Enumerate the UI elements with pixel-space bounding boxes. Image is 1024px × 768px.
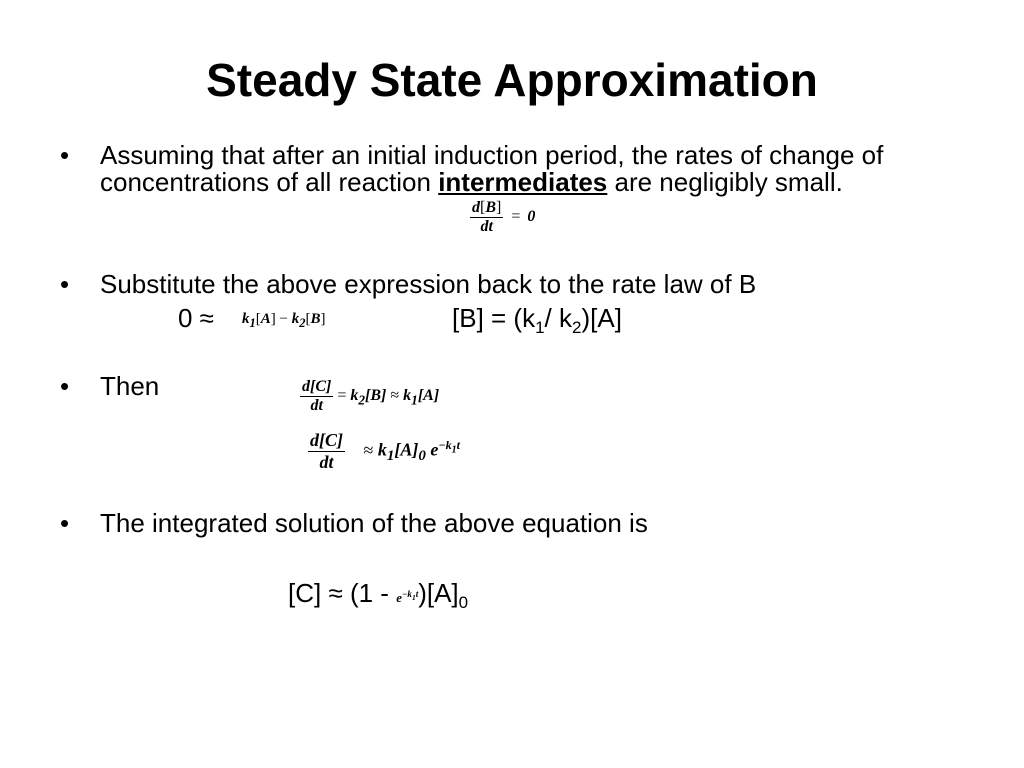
fraction-denominator: dt [310, 397, 323, 414]
bullet-1-line-2 [100, 168, 843, 196]
bullet-marker: • [60, 508, 70, 538]
equation-rate-c-exponential: $\frac{d[C]}{dt}$ ≈ $k_1[A]_0$ $e^{-k_1t}$ [310, 430, 461, 472]
fraction-dC-dt [300, 378, 333, 415]
bullet-1-suffix: are negligibly small. [607, 167, 843, 197]
fraction-dC-dt [308, 430, 345, 473]
bullet-4-text: The integrated solution of the above equation is [100, 508, 648, 538]
equation-rate-c: $\frac{d[C]}{dt}$ = $k_2[B] \approx k_1[A]$ [302, 378, 440, 414]
intermediates-emphasis: intermediates [438, 167, 608, 197]
bullet-1-prefix: concentrations of all reaction [100, 167, 439, 197]
integrated-solution: $[C] \approx (1 - e^{-k_1t})[A]_0$ [288, 578, 469, 613]
fraction-numerator: d[C] [302, 378, 332, 395]
bullet-1-line-1: Assuming that after an initial induction period, the rates of change of [100, 140, 884, 170]
b-concentration-result: $[B] = (k_1/$ $k_2)[A]$ [452, 303, 622, 338]
equation-rate-law-b: $k_1[A] - k_2[B]$ [242, 311, 326, 330]
exponential-term: $e^{-k_1t}$ [396, 588, 419, 605]
fraction-numerator: d[B] [472, 199, 502, 216]
bullet-marker: • [60, 269, 70, 299]
bullet-2-text: Substitute the above expression back to the rate law of B [100, 269, 757, 299]
bullet-3-text: Then [100, 371, 160, 401]
bullet-marker: • [60, 371, 70, 401]
bullet-marker: • [60, 140, 70, 170]
equation-steady-state [470, 199, 535, 236]
zero-value: 0 [527, 208, 536, 226]
fraction-dB-dt [470, 199, 503, 236]
fraction-numerator: d[C] [310, 430, 343, 450]
approx-zero-label: 0 ≈ [178, 303, 214, 333]
slide-title: Steady State Approximation [206, 54, 818, 106]
equals-sign: = [511, 208, 521, 226]
fraction-denominator: dt [319, 452, 334, 472]
fraction-denominator: dt [480, 218, 493, 235]
